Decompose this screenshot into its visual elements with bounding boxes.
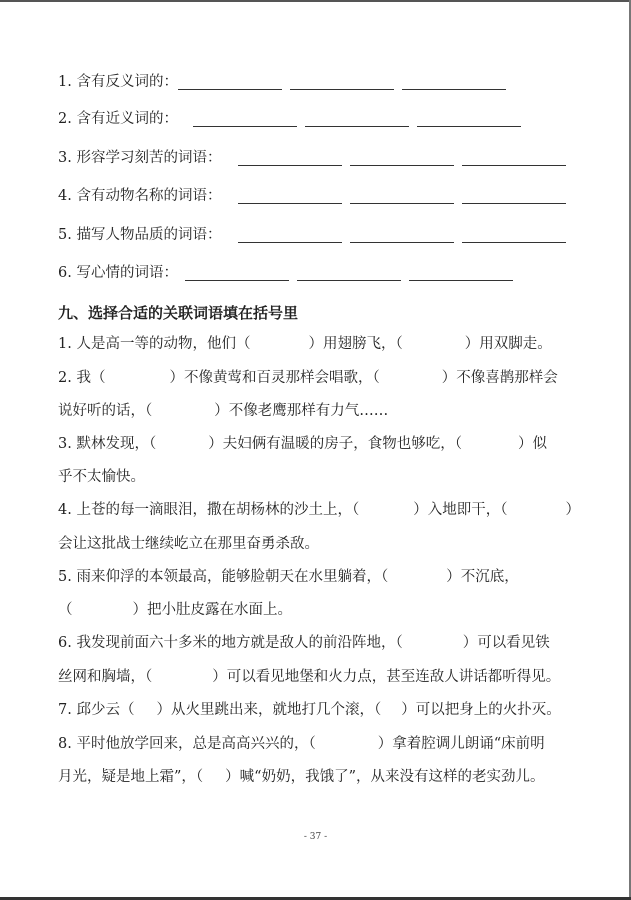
- answer-blank[interactable]: [462, 203, 566, 204]
- q6-text-d: ）可以看见地堡和火力点，甚至连敌人讲话都听得见。: [212, 669, 561, 685]
- vocab-line-3: [58, 148, 221, 168]
- page-number: - 37 -: [303, 832, 328, 842]
- answer-blank[interactable]: [238, 242, 342, 243]
- question-2-line-2: [58, 401, 388, 421]
- question-8-line-1: [58, 734, 545, 754]
- q3-text-a: 3. 默林发现，（: [58, 436, 157, 452]
- question-8-line-2: [58, 767, 545, 787]
- vocab-line-1: [58, 72, 178, 92]
- answer-blank[interactable]: [350, 242, 454, 243]
- q2-text-a: 2. 我（: [58, 370, 106, 386]
- vocab-line-5: [58, 225, 221, 245]
- vocab-label: 1. 含有反义词的：: [58, 74, 178, 90]
- q8-text-c: 月光，疑是地上霜”，（: [58, 769, 204, 785]
- vocab-label: 6. 写心情的词语：: [58, 265, 178, 281]
- q2-text-d: 说好听的话，（: [58, 403, 153, 419]
- q3-text-c: ）似: [517, 436, 547, 452]
- q6-text-b: ）可以看见铁: [462, 635, 550, 651]
- vocab-line-2: [58, 109, 178, 129]
- q1-text-a: 1. 人是高一等的动物，他们（: [58, 336, 251, 352]
- q2-text-c: ）不像喜鹊那样会: [441, 370, 558, 386]
- q1-text-c: ）用双脚走。: [464, 336, 552, 352]
- q4-text-c: ）: [565, 502, 580, 518]
- question-2-line-1: [58, 368, 558, 388]
- vocab-label: 4. 含有动物名称的词语：: [58, 188, 222, 204]
- question-5-line-1: [58, 567, 519, 587]
- q4-text-d: 会让这批战士继续屹立在那里奋勇杀敌。: [58, 536, 319, 552]
- q5-text-b: ）不沉底，: [446, 569, 519, 585]
- question-1: [58, 334, 552, 354]
- q6-text-a: 6. 我发现前面六十多米的地方就是敌人的前沿阵地，（: [58, 635, 403, 651]
- question-5-line-2: [58, 600, 292, 620]
- q7-text-c: ）可以把身上的火扑灭。: [401, 702, 561, 718]
- q6-text-c: 丝网和胸墙，（: [58, 669, 153, 685]
- answer-blank[interactable]: [462, 242, 566, 243]
- vocab-label: 3. 形容学习刻苦的词语：: [58, 150, 222, 166]
- vocab-label: 2. 含有近义词的：: [58, 111, 178, 127]
- q2-text-e: ）不像老鹰那样有力气……: [214, 403, 389, 419]
- answer-blank[interactable]: [297, 280, 401, 281]
- question-4-line-1: [58, 500, 580, 520]
- question-4-line-2: [58, 534, 319, 554]
- q4-text-a: 4. 上苍的每一滴眼泪，撒在胡杨林的沙土上，（: [58, 502, 360, 518]
- question-3-line-2: [58, 467, 145, 487]
- q3-text-d: 乎不太愉快。: [58, 469, 145, 485]
- vocab-line-4: [58, 186, 221, 206]
- vocab-line-6: [58, 263, 178, 283]
- answer-blank[interactable]: [290, 89, 394, 90]
- answer-blank[interactable]: [350, 203, 454, 204]
- answer-blank[interactable]: [417, 126, 521, 127]
- answer-blank[interactable]: [193, 126, 297, 127]
- q7-text-a: 7. 邱少云（: [58, 702, 135, 718]
- answer-blank[interactable]: [178, 89, 282, 90]
- answer-blank[interactable]: [305, 126, 409, 127]
- question-3-line-1: [58, 434, 547, 454]
- question-7: [58, 700, 561, 720]
- q8-text-a: 8. 平时他放学回来，总是高高兴兴的，（: [58, 736, 316, 752]
- section-heading: 九、选择合适的关联词语填在括号里: [58, 304, 299, 322]
- answer-blank[interactable]: [238, 203, 342, 204]
- top-border: [0, 0, 631, 2]
- q5-text-a: 5. 雨来仰浮的本领最高，能够脸朝天在水里躺着，（: [58, 569, 389, 585]
- answer-blank[interactable]: [402, 89, 506, 90]
- q8-text-d: ）喊“奶奶，我饿了”，从来没有这样的老实劲儿。: [225, 769, 545, 785]
- q4-text-b: ）入地即干，（: [413, 502, 508, 518]
- q7-text-b: ）从火里跳出来，就地打几个滚，（: [156, 702, 382, 718]
- answer-blank[interactable]: [409, 280, 513, 281]
- question-6-line-1: [58, 633, 550, 653]
- q5-text-c: （: [58, 602, 73, 618]
- vocab-label: 5. 描写人物品质的词语：: [58, 227, 222, 243]
- q8-text-b: ）拿着腔调儿朗诵“床前明: [377, 736, 545, 752]
- answer-blank[interactable]: [350, 165, 454, 166]
- answer-blank[interactable]: [238, 165, 342, 166]
- answer-blank[interactable]: [462, 165, 566, 166]
- q3-text-b: ）夫妇俩有温暖的房子，食物也够吃，（: [208, 436, 462, 452]
- question-6-line-2: [58, 667, 560, 687]
- answer-blank[interactable]: [185, 280, 289, 281]
- q1-text-b: ）用翅膀飞，（: [308, 336, 403, 352]
- q2-text-b: ）不像黄莺和百灵那样会唱歌，（: [169, 370, 380, 386]
- q5-text-d: ）把小肚皮露在水面上。: [132, 602, 292, 618]
